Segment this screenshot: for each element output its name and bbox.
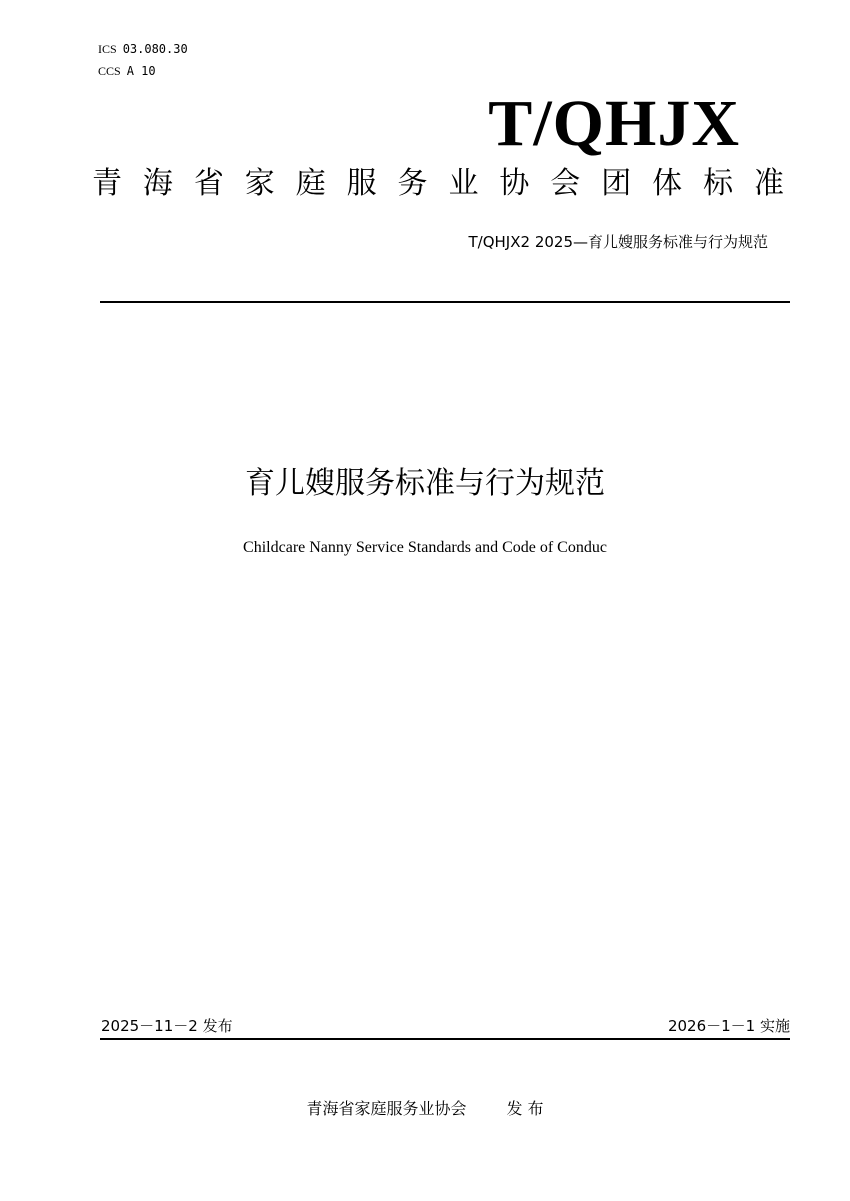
document-title: 育儿嫂服务标准与行为规范 (245, 466, 605, 501)
implement-date: 2026－1－1 实施 (667, 1017, 790, 1035)
publisher-name: 青海省家庭服务业协会 (306, 1099, 467, 1118)
org-char: 服 (346, 166, 377, 201)
org-char: 标 (703, 166, 734, 201)
organization-name (92, 162, 784, 206)
org-char: 青 (92, 166, 122, 201)
ics-label: ICS (98, 42, 117, 56)
standard-code-mark: T/QHJX (488, 87, 740, 160)
org-char: 省 (193, 166, 224, 201)
org-char: 海 (142, 166, 173, 201)
ccs-label: CCS (98, 64, 121, 78)
publish-date: 2025－11－2 发布 (101, 1017, 233, 1035)
org-char: 庭 (295, 166, 326, 201)
ccs-code (98, 64, 156, 78)
org-char: 团 (601, 166, 632, 201)
ics-value: 03.080.30 (122, 42, 188, 56)
publish-word: 发 布 (506, 1099, 544, 1118)
org-char: 协 (499, 166, 530, 201)
org-char: 准 (753, 166, 784, 201)
english-title: Childcare Nanny Service Standards and Code of Conduc (243, 539, 607, 556)
org-char: 家 (244, 166, 275, 201)
org-char: 务 (397, 166, 428, 201)
org-char: 体 (652, 166, 683, 201)
top-divider (100, 301, 790, 303)
bottom-divider (100, 1038, 790, 1040)
ccs-value: A 10 (126, 64, 156, 78)
org-char: 会 (550, 166, 581, 201)
ics-code (98, 42, 188, 56)
publisher-line (0, 1097, 850, 1121)
org-char: 业 (448, 166, 479, 201)
standard-number-line: T/QHJX2 2025—育儿嫂服务标准与行为规范 (468, 233, 768, 251)
